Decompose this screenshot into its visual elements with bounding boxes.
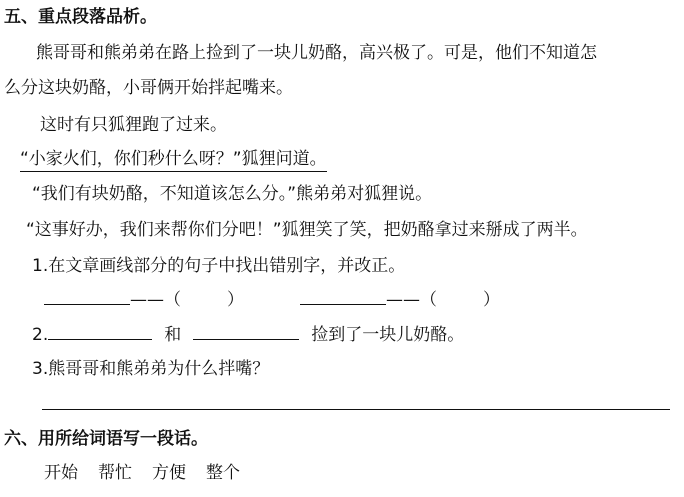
q1-close-paren-1: ）: [227, 290, 244, 310]
word-1: 开始: [44, 463, 78, 483]
underlined-sentence-text: “小家火们，你们秒什么呀？”狐狸问道。: [20, 149, 327, 172]
word-4: 整个: [206, 463, 240, 483]
section-5-title: 五、重点段落品析。: [4, 7, 157, 27]
q1-wrong-char-blank-2[interactable]: [300, 288, 386, 305]
q3-answer-line[interactable]: [42, 409, 670, 410]
paragraph-1-line-2: 么分这块奶酪，小哥俩开始拌起嘴来。: [4, 78, 293, 98]
q2-tail: 捡到了一块儿奶酪。: [311, 325, 465, 345]
q2-blank-2[interactable]: [193, 323, 299, 340]
paragraph-2: 这时有只狐狸跑了过来。: [40, 115, 227, 135]
q2-and: 和: [164, 325, 182, 345]
q2-blank-1[interactable]: [48, 323, 152, 340]
q1-dash-1: ——: [130, 290, 164, 310]
q1-open-paren-2: （: [420, 290, 437, 310]
question-3: 3.熊哥哥和熊弟弟为什么拌嘴？: [32, 359, 270, 379]
q1-dash-2: ——: [386, 290, 420, 310]
q1-answer-row-1: [44, 288, 244, 311]
section-6-title: 六、用所给词语写一段话。: [4, 429, 208, 449]
q1-answer-row-2: [300, 288, 500, 311]
word-list: [44, 462, 240, 484]
q2-number: 2.: [32, 325, 49, 345]
q1-wrong-char-blank-1[interactable]: [44, 288, 130, 305]
question-2: [32, 323, 464, 346]
paragraph-1-line-1: 熊哥哥和熊弟弟在路上捡到了一块儿奶酪，高兴极了。可是，他们不知道怎: [36, 43, 597, 63]
paragraph-4: “我们有块奶酪，不知道该怎么分。”熊弟弟对狐狸说。: [32, 184, 433, 204]
word-2: 帮忙: [98, 463, 132, 483]
underlined-sentence: [20, 148, 327, 170]
q1-open-paren-1: （: [164, 290, 181, 310]
word-3: 方便: [152, 463, 186, 483]
paragraph-5: “这事好办，我们来帮你们分吧！”狐狸笑了笑，把奶酪拿过来掰成了两半。: [26, 220, 588, 240]
question-1: 1.在文章画线部分的句子中找出错别字，并改正。: [32, 256, 406, 276]
q1-close-paren-2: ）: [483, 290, 500, 310]
